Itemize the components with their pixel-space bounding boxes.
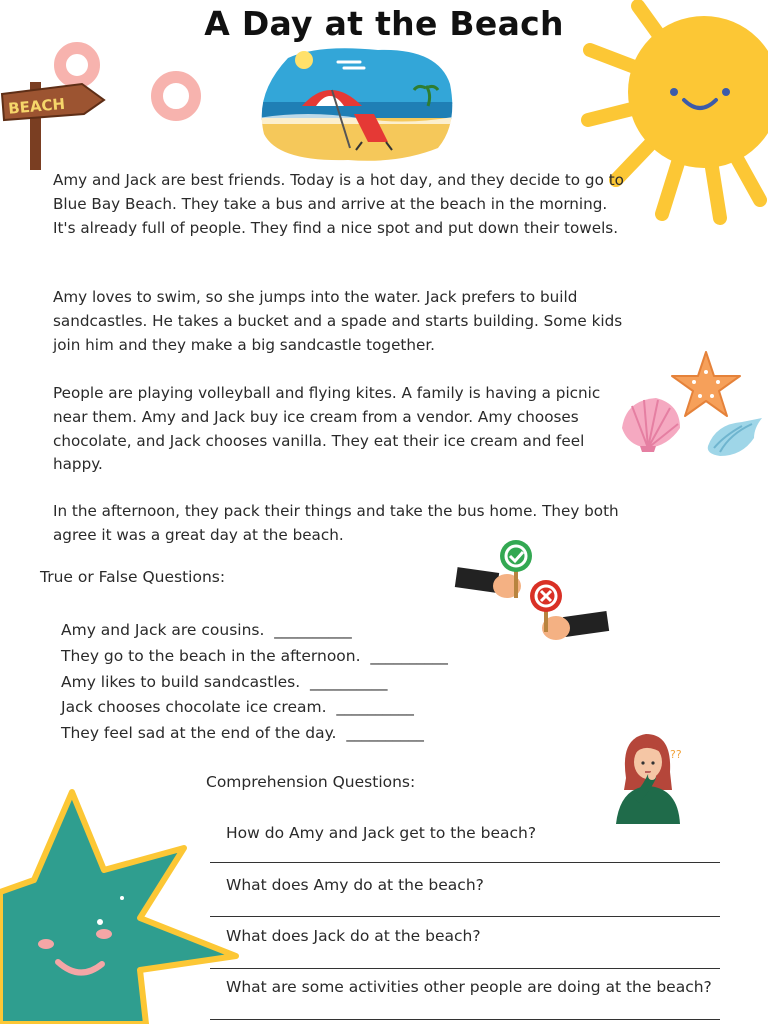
answer-line[interactable] [210, 916, 720, 917]
thinking-girl-icon [612, 728, 692, 824]
svg-text:??: ?? [670, 748, 682, 761]
seashell-icon [618, 394, 684, 454]
comprehension-question: What does Jack do at the beach? [226, 927, 481, 945]
true-false-item [61, 698, 414, 716]
beach-sign-icon [0, 74, 110, 174]
seashell-icon [702, 412, 764, 460]
true-false-heading: True or False Questions: [40, 568, 226, 586]
answer-blank[interactable]: __________ [336, 698, 414, 716]
beach-scene-icon [258, 44, 458, 164]
true-false-item [61, 673, 388, 691]
true-false-item [61, 724, 424, 742]
true-false-signs-icon [452, 538, 612, 648]
true-false-statement: They go to the beach in the afternoon. [61, 647, 361, 665]
true-false-item [61, 621, 352, 639]
answer-blank[interactable]: __________ [346, 724, 424, 742]
story-paragraph: Amy and Jack are best friends. Today is a hot day, and they decide to go to Blue Bay Beach. They take a bus and arrive at the beach in the morning. It's already full of people. They find a nice spot and put down their towels. [53, 171, 624, 237]
answer-line[interactable] [210, 862, 720, 863]
true-false-statement: Amy likes to build sandcastles. [61, 673, 301, 691]
answer-line[interactable] [210, 968, 720, 969]
page-title: A Day at the Beach [204, 4, 564, 43]
answer-blank[interactable]: __________ [370, 647, 448, 665]
story-paragraph: Amy loves to swim, so she jumps into the water. Jack prefers to build sandcastles. He takes a bucket and a spade and starts building. Some kids join him and they make a big sandcastle together. [53, 288, 623, 354]
answer-line[interactable] [210, 1019, 720, 1020]
comprehension-question: What does Amy do at the beach? [226, 876, 484, 894]
comprehension-question: What are some activities other people are doing at the beach? [226, 978, 712, 996]
true-false-statement: Jack chooses chocolate ice cream. [61, 698, 327, 716]
beach-sign-label: BEACH [7, 94, 66, 118]
story-paragraph: In the afternoon, they pack their things and take the bus home. They both agree it was a great day at the beach. [53, 502, 619, 544]
true-false-item [61, 647, 448, 665]
comprehension-heading: Comprehension Questions: [206, 773, 416, 791]
answer-blank[interactable]: __________ [310, 673, 388, 691]
answer-blank[interactable]: __________ [274, 621, 352, 639]
true-false-statement: They feel sad at the end of the day. [61, 724, 337, 742]
true-false-statement: Amy and Jack are cousins. [61, 621, 265, 639]
comprehension-question: How do Amy and Jack get to the beach? [226, 824, 537, 842]
teal-star-icon [0, 788, 250, 1024]
pink-ring-icon [143, 66, 209, 132]
story-paragraph: People are playing volleyball and flying kites. A family is having a picnic near them. Amy and Jack buy ice cream from a vendor. Amy chooses chocolate, and Jack chooses vanilla. They eat their ice cream and feel happy. [53, 384, 601, 474]
